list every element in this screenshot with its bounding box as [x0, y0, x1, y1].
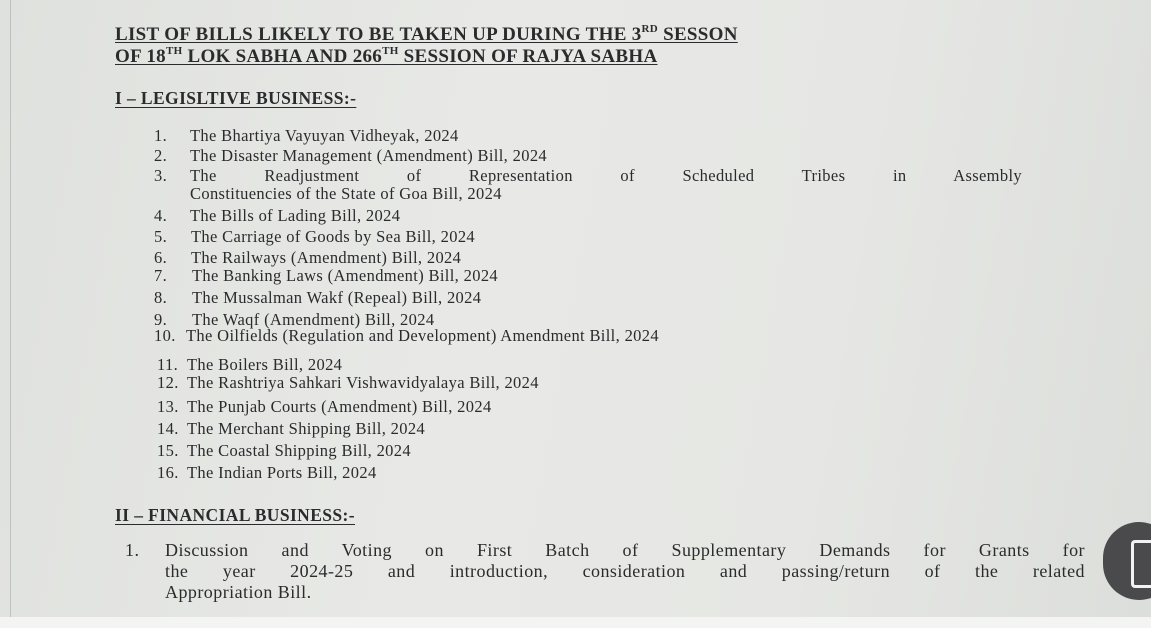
bottom-band [0, 617, 1151, 628]
list-item: 10. The Oilfields (Regulation and Development) Amendment Bill, 2024 [154, 326, 659, 345]
list-item: 14. The Merchant Shipping Bill, 2024 [157, 419, 426, 438]
list-item: 2. The Disaster Management (Amendment) Bill, 2024 [154, 146, 548, 165]
list-item: 1. The Bhartiya Vayuyan Vidheyak, 2024 [154, 126, 459, 145]
list-item: 16. The Indian Ports Bill, 2024 [157, 463, 377, 482]
document-heading [115, 24, 1035, 68]
list-item: 8. The Mussalman Wakf (Repeal) Bill, 2024 [154, 288, 482, 307]
list-item: 9. The Waqf (Amendment) Bill, 2024 [154, 310, 435, 329]
section-title-financial: II – FINANCIAL BUSINESS:- [115, 505, 355, 525]
list-item: 13. The Punjab Courts (Amendment) Bill, 2024 [157, 397, 492, 416]
list-item: 5. The Carriage of Goods by Sea Bill, 2024 [154, 227, 476, 246]
list-item: 12. The Rashtriya Sahkari Vishwavidyalaya Bill, 2024 [157, 373, 539, 392]
list-item: 4. The Bills of Lading Bill, 2024 [154, 206, 401, 225]
list-item: 3. The Readjustment of Representation of Scheduled Tribes in Assembly Constituencies of the State of Goa Bill, 2024 [154, 166, 1022, 203]
list-item: 15. The Coastal Shipping Bill, 2024 [157, 441, 411, 460]
bracket-icon [1131, 540, 1151, 588]
list-item: 7. The Banking Laws (Amendment) Bill, 2024 [154, 266, 499, 285]
list-item: 1. Discussion and Voting on First Batch of Supplementary Demands for Grants for the year 2024-25 and introduction, consideration and passing/return of the related Appropriation Bill. [125, 540, 1085, 602]
heading-line-1: LIST OF BILLS LIKELY TO BE TAKEN UP DURING THE 3RD SESSON [115, 23, 738, 45]
heading-line-2: OF 18TH LOK SABHA AND 266TH SESSION OF RAJYA SABHA [115, 45, 658, 67]
page-edge [10, 0, 11, 628]
list-item: 6. The Railways (Amendment) Bill, 2024 [154, 248, 462, 267]
list-item: 11. The Boilers Bill, 2024 [157, 355, 343, 374]
section-title-legislative: I – LEGISLTIVE BUSINESS:- [115, 88, 357, 108]
